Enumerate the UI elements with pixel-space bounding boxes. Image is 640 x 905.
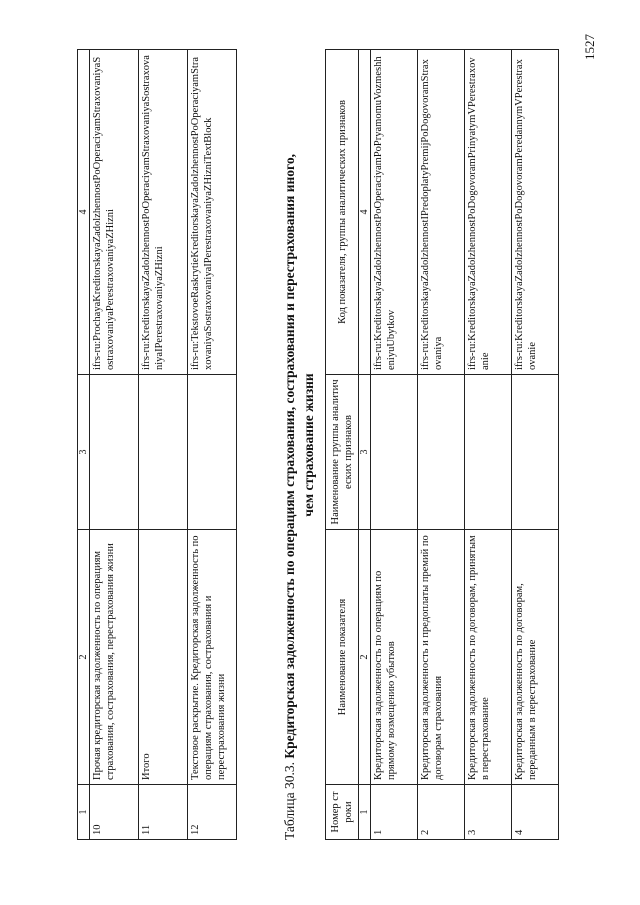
indicator-code: ifrs-ru:ProchayaKreditorskayaZadolzhennostPoOperaciyamStraxovaniyaSostraxovaniyaPerestraxovaniyaZHizni xyxy=(90,50,139,375)
column-index: 2 xyxy=(359,530,371,785)
header-indicator-name: Наименование показателя xyxy=(326,530,359,785)
indicator-code: ifrs-ru:KreditorskayaZadolzhennostPoOperaciyamPoPryamomuVozmeshheniyuUbytkov xyxy=(371,50,418,375)
indicator-name: Текстовое раскрытие. Кредиторская задолженность по операциям страхования, сострахования и перестрахования жизни xyxy=(188,530,237,785)
row-number: 2 xyxy=(418,785,465,840)
header-group-name: Наименование группы аналитических признаков xyxy=(326,375,359,530)
table-bottom xyxy=(325,49,559,840)
rotated-page-content xyxy=(55,50,575,840)
table-top xyxy=(77,49,237,840)
table-caption xyxy=(280,50,318,840)
row-number: 4 xyxy=(512,785,559,840)
column-index: 2 xyxy=(78,530,90,785)
column-index: 3 xyxy=(359,375,371,530)
column-index: 4 xyxy=(359,50,371,375)
row-number: 11 xyxy=(139,785,188,840)
row-number: 1 xyxy=(371,785,418,840)
column-index: 4 xyxy=(78,50,90,375)
caption-prefix: Таблица 30.3. xyxy=(282,762,297,840)
indicator-code: ifrs-ru:KreditorskayaZadolzhennostIPredoplatyPremijPoDogovoramStraxovaniya xyxy=(418,50,465,375)
row-number: 12 xyxy=(188,785,237,840)
header-indicator-code: Код показателя, группы аналитических признаков xyxy=(326,50,359,375)
caption-title-line2: чем страхование жизни xyxy=(301,373,316,517)
table-row xyxy=(90,50,139,840)
indicator-name: Кредиторская задолженность по договорам, принятым в перестрахование xyxy=(465,530,512,785)
column-index: 3 xyxy=(78,375,90,530)
column-index: 1 xyxy=(78,785,90,840)
row-number: 10 xyxy=(90,785,139,840)
column-index-row xyxy=(359,50,371,840)
indicator-name: Итого xyxy=(139,530,188,785)
indicator-name: Кредиторская задолженность по операциям по прямому возмещению убытков xyxy=(371,530,418,785)
page-number: 1527 xyxy=(582,34,597,60)
table-row xyxy=(188,50,237,840)
indicator-code: ifrs-ru:KreditorskayaZadolzhennostPoOperaciyamStraxovaniyaSostraxovaniyaIPerestraxovaniyaZHizni xyxy=(139,50,188,375)
indicator-code: ifrs-ru:KreditorskayaZadolzhennostPoDogovoramPeredannymVPerestraxovanie xyxy=(512,50,559,375)
group-name xyxy=(418,375,465,530)
table-row xyxy=(512,50,559,840)
caption-title-line1: Кредиторская задолженность по операциям страхования, сострахования и перестрахования иного, xyxy=(282,154,297,759)
group-name xyxy=(371,375,418,530)
table-row xyxy=(465,50,512,840)
group-name xyxy=(139,375,188,530)
indicator-name: Кредиторская задолженность по договорам, переданным в перестрахование xyxy=(512,530,559,785)
group-name xyxy=(90,375,139,530)
group-name xyxy=(465,375,512,530)
row-number: 3 xyxy=(465,785,512,840)
column-index: 1 xyxy=(359,785,371,840)
indicator-name: Прочая кредиторская задолженность по операциям страхования, сострахования, перестрахования жизни xyxy=(90,530,139,785)
group-name xyxy=(512,375,559,530)
indicator-code: ifrs-ru:KreditorskayaZadolzhennostPoDogovoramPrinyatymVPerestraxovanie xyxy=(465,50,512,375)
group-name xyxy=(188,375,237,530)
header-row xyxy=(326,50,359,840)
header-row-number: Номер строки xyxy=(326,785,359,840)
table-row xyxy=(418,50,465,840)
indicator-name: Кредиторская задолженность и предоплаты премий по договорам страхования xyxy=(418,530,465,785)
indicator-code: ifrs-ru:TekstovoeRaskrytieKreditorskayaZadolzhennostPoOperaciyamStraxovaniyaSostraxovaniyaIPerestraxovaniyaZHizniTextBlock xyxy=(188,50,237,375)
table-row xyxy=(139,50,188,840)
column-index-row xyxy=(78,50,90,840)
table-row xyxy=(371,50,418,840)
